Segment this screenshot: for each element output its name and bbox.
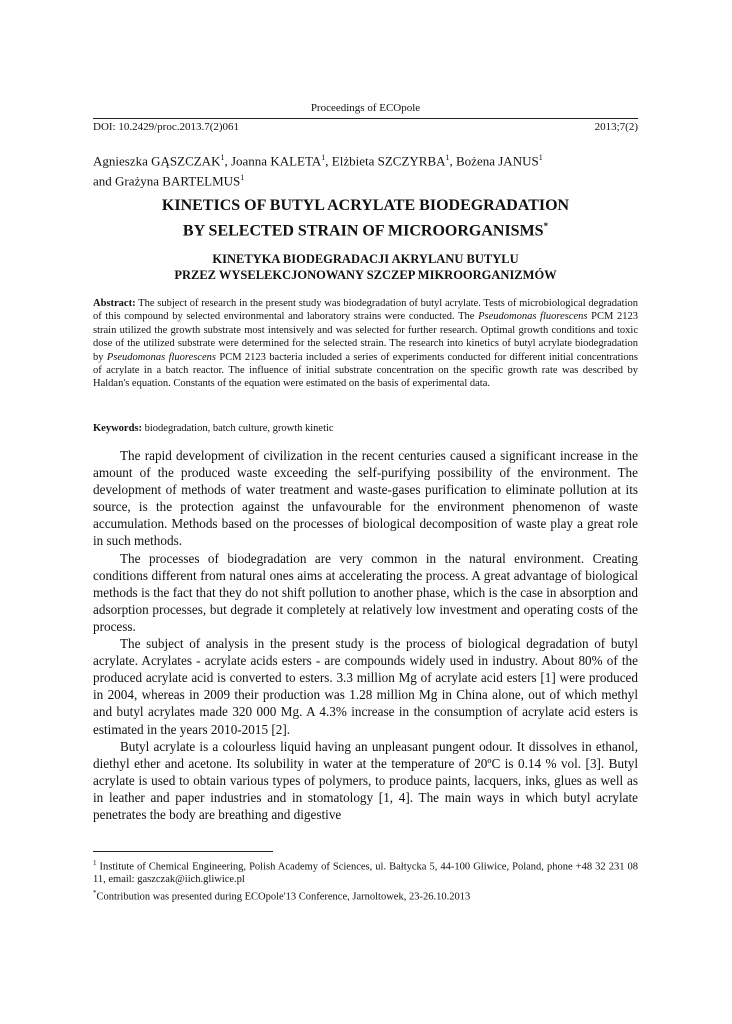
abstract-label: Abstract: [93, 298, 136, 309]
paragraph: Butyl acrylate is a colourless liquid having an unpleasant pungent odour. It dissolves in ethanol, diethyl ether and acetone. Its solubility in water at the temperature of 20ºC is 0.14 % vol. [3]. Butyl acrylate is used to obtain various types of polymers, to produce paints, lacquers, inks, glues as well as in leather and paper industries and in stomatology [1, 4]. The main ways in which butyl acrylate penetrates the body are breathing and digestive [93, 738, 638, 822]
author: Joanna KALETA [230, 153, 322, 169]
author-list: Agnieszka GĄSZCZAK$^1$, Joanna KALETA$^1$, Elżbieta SZCZYRBA$^1$, Bożena JANUS$^1$ and Grażyna BARTELMUS$^1$ [93, 153, 543, 189]
keywords-label: Keywords: [93, 423, 142, 434]
footnote-divider [93, 851, 273, 852]
author: Agnieszka GĄSZCZAK [93, 153, 221, 169]
paper-subtitle-polish: KINETYKA BIODEGRADACJI AKRYLANU BUTYLU PRZEZ WYSELEKCJONOWANY SZCZEP MIKROORGANIZMÓW [174, 252, 557, 282]
paper-title: KINETICS OF BUTYL ACRYLATE BIODEGRADATION BY SELECTED STRAIN OF MICROORGANISMS* [161, 197, 570, 240]
author: Bożena JANUS [456, 153, 539, 169]
footnotes [93, 857, 638, 904]
volume-issue: 2013;7(2) [594, 121, 638, 133]
footnote: *Contribution was presented during ECOpole'13 Conference, Jarnoltowek, 23-26.10.2013 [93, 888, 471, 902]
journal-name: Proceedings of ECOpole [310, 102, 421, 114]
doi-line [93, 118, 638, 133]
paragraph: The subject of analysis in the present study is the process of biological degradation of butyl acrylate. Acrylates - acrylate acids esters - are compounds widely used in industry. About 80% of the produced acrylate acid is converted to esters. 3.3 million Mg of acrylate acid esters [1] were produced in 2004, whereas in 2009 their production was 1.28 million Mg in China alone, out of which methyl and butyl acrylates made 320 000 Mg. A 4.3% increase in the consumption of acrylate acid esters is estimated in the years 2010-2015 [2]. [93, 636, 638, 737]
author: Grażyna BARTELMUS [115, 173, 241, 189]
abstract: Abstract: The subject of research in the present study was biodegradation of butyl acrylate. Tests of microbiological degradation of this compound by selected environmental and laboratory strains were conducted. The Pseudomonas fluorescens PCM 2123 strain utilized the growth substrate most intensively and was selected for further research. Optimal growth conditions and toxic dose of the utilized substrate were determined for the selected strain. The research into kinetics of butyl acrylate biodegradation by Pseudomonas fluorescens PCM 2123 bacteria included a series of experiments conducted for different initial concentrations of acrylate in a batch reactor. The influence of initial substrate concentration on the specific growth rate was described by Haldan's equation. Constants of the equation were estimated on the basis of experimental data. [93, 298, 639, 390]
keywords: Keywords: biodegradation, batch culture, growth kinetic [93, 423, 334, 434]
paragraph: The processes of biodegradation are very common in the natural environment. Creating conditions different from natural ones aims at accelerating the process. A great advantage of biological methods is the fact that they do not shift pollution to another phase, which is the case in absorption and adsorption processes, but degrade it completely at relatively low investment and operating costs of the process. [93, 550, 638, 634]
footnote-marker: * [543, 221, 549, 231]
footnote: $^1$ Institute of Chemical Engineering, Polish Academy of Sciences, ul. Bałtycka 5, 44-100 Gliwice, Poland, phone +48 32 231 08 11, email: gaszczak@iich.gliwice.pl [93, 859, 638, 885]
doi: DOI: 10.2429/proc.2013.7(2)061 [93, 121, 240, 133]
author: Elżbieta SZCZYRBA [331, 153, 446, 169]
paragraph: The rapid development of civilization in the recent centuries caused a significant increase in the amount of the produced waste exceeding the self-purifying possibility of the environment. The development of methods of water treatment and waste-gases purification to eliminate pollution at its source, is the protection against the unfavourable for the environment phenomenon of waste accumulation. Methods based on the processes of biological decomposition of waste play a great role in such methods. [93, 448, 638, 549]
body-text [93, 447, 638, 823]
